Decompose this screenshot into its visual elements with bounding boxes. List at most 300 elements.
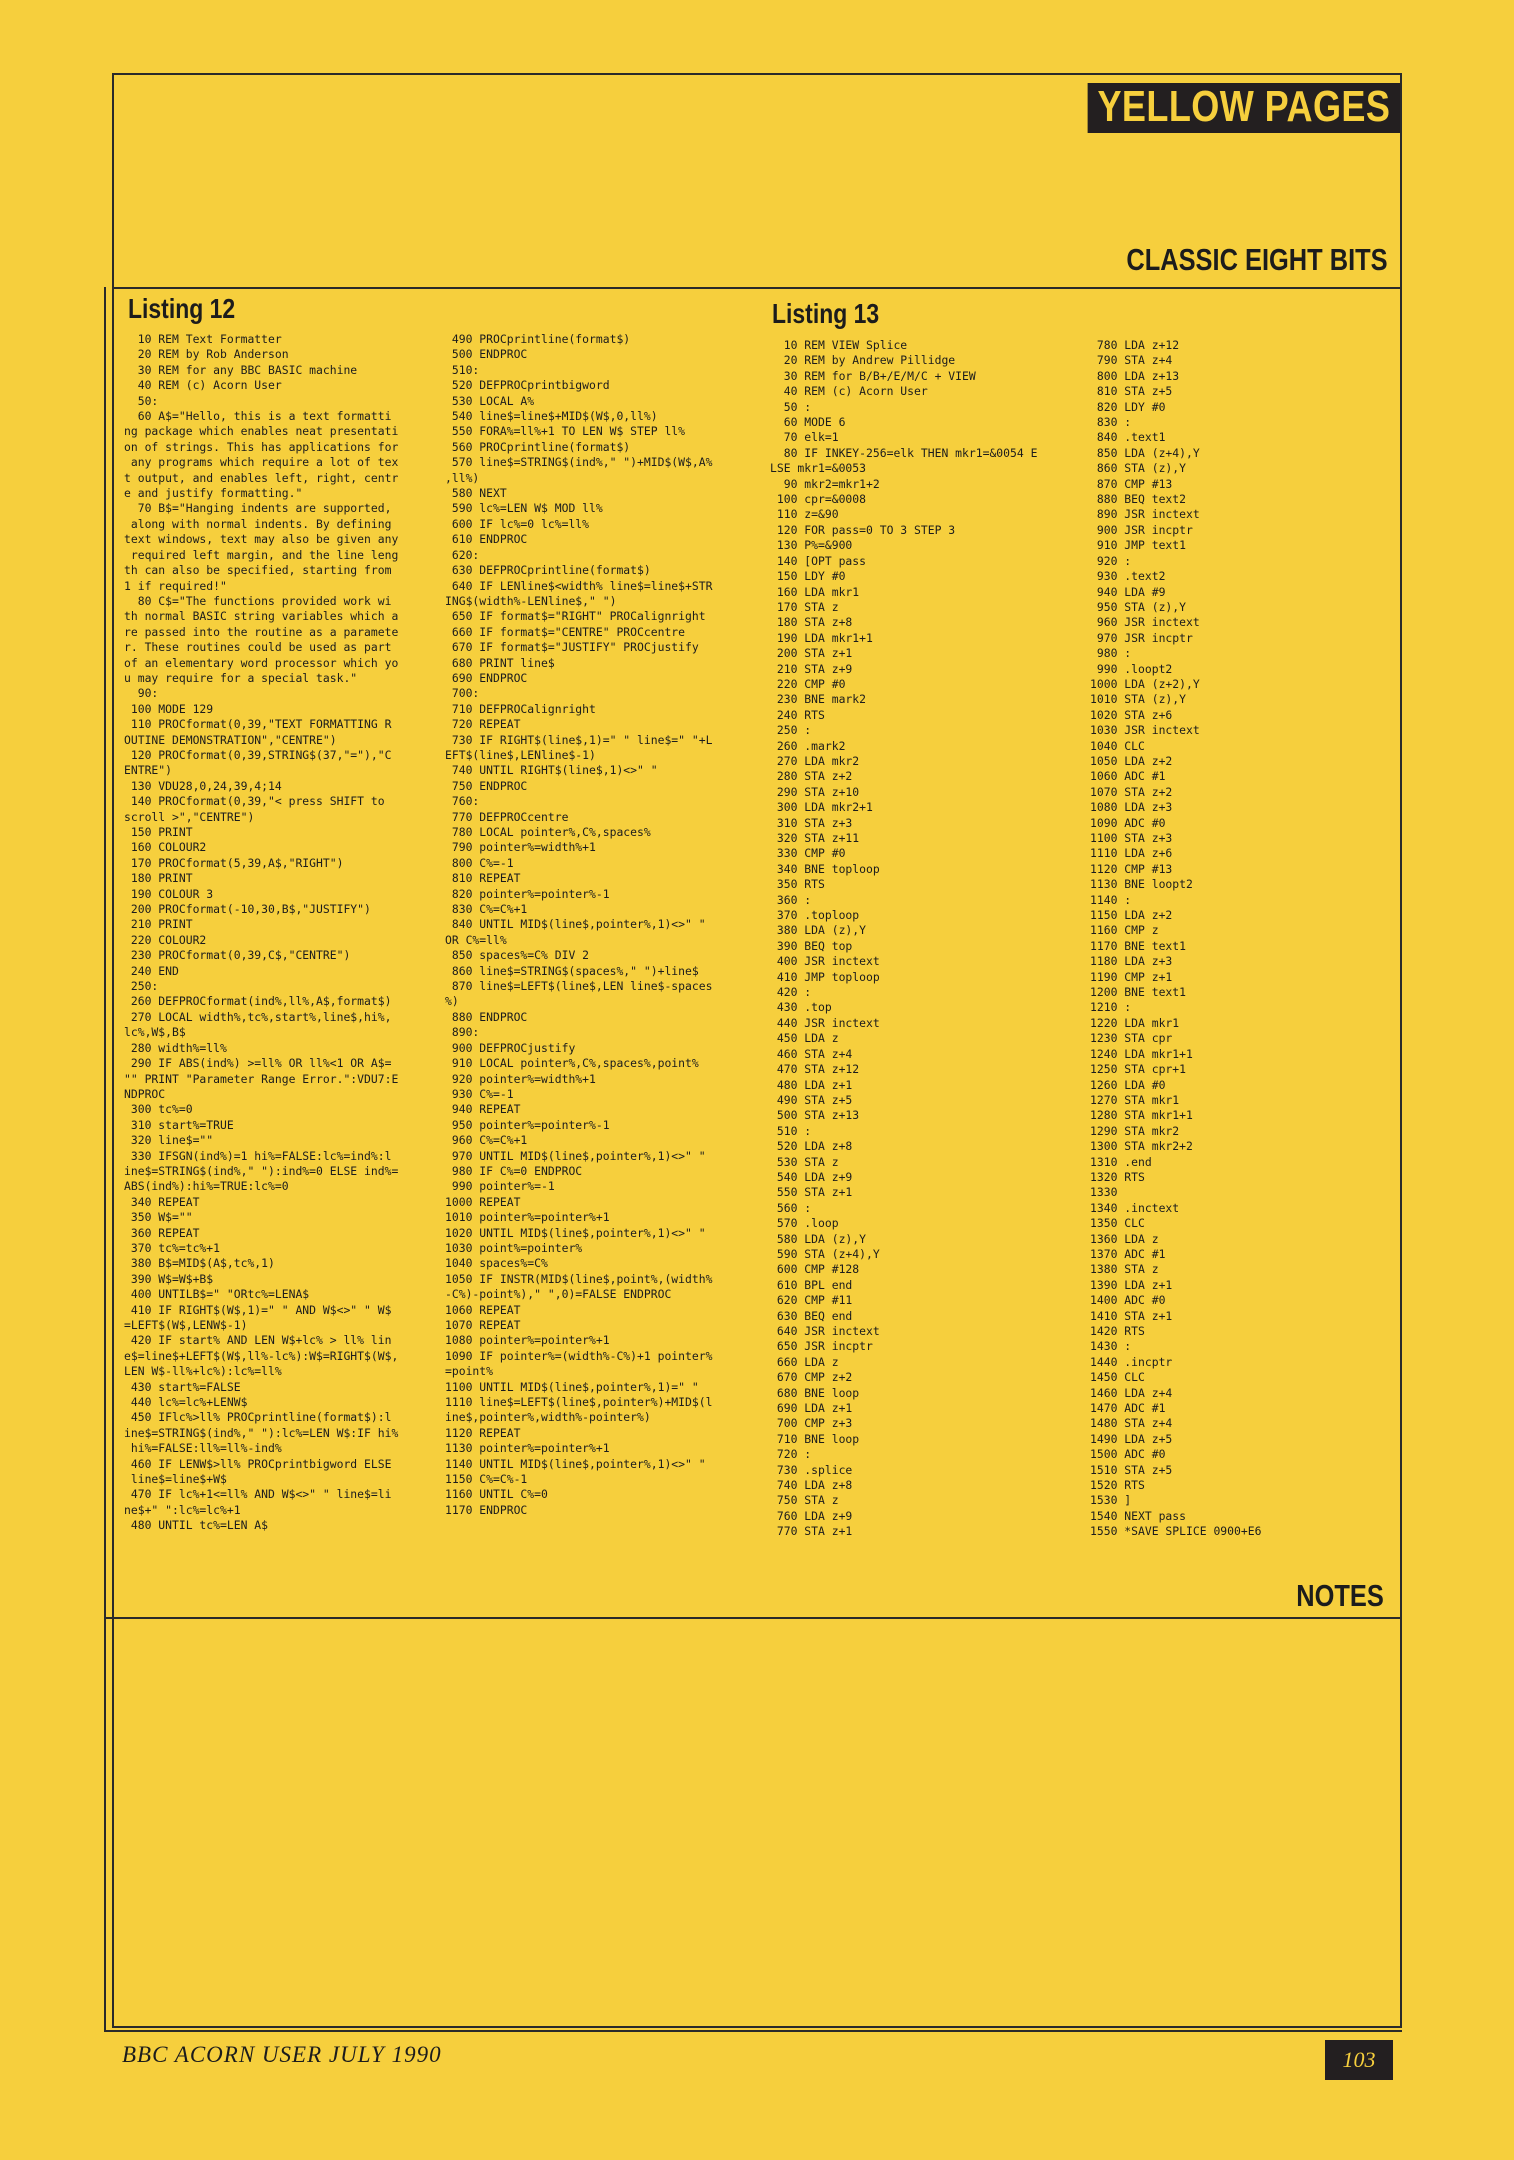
code-line: 500 STA z+13: [770, 1108, 860, 1123]
code-line: 230 PROCformat(0,39,C$,"CENTRE"): [124, 948, 351, 963]
code-line: 240 END: [124, 963, 179, 978]
code-line: 1270 STA mkr1: [1090, 1092, 1180, 1107]
code-line: 1030 point%=pointer%: [445, 1240, 583, 1255]
code-line: 1140 UNTIL MID$(line$,pointer%,1)<>" ": [445, 1456, 706, 1471]
code-line: 690 LDA z+1: [770, 1401, 853, 1416]
code-line: %): [445, 994, 459, 1009]
code-line: 880 BEQ text2: [1090, 492, 1187, 507]
code-line: 890:: [445, 1025, 480, 1040]
publication-footer: BBC ACORN USER JULY 1990: [122, 2042, 442, 2067]
code-line: 160 COLOUR2: [124, 840, 207, 855]
code-line: 870 line$=LEFT$(line$,LEN line$-spaces: [445, 979, 713, 994]
code-line: 650 JSR incptr: [770, 1339, 873, 1354]
code-line: 670 IF format$="JUSTIFY" PROCjustify: [445, 640, 699, 655]
code-line: 220 CMP #0: [770, 676, 846, 691]
code-line: 1260 LDA #0: [1090, 1077, 1166, 1092]
code-line: 1340 .inctext: [1090, 1200, 1180, 1215]
notes-rule: [104, 1617, 1402, 1619]
code-line: ,ll%): [445, 470, 480, 485]
code-line: 740 UNTIL RIGHT$(line$,1)<>" ": [445, 763, 658, 778]
code-line: 850 spaces%=C% DIV 2: [445, 948, 590, 963]
code-line: 110 PROCformat(0,39,"TEXT FORMATTING R: [124, 717, 392, 732]
code-line: 280 STA z+2: [770, 769, 853, 784]
code-line: 410 JMP toploop: [770, 969, 880, 984]
code-line: 1030 JSR inctext: [1090, 723, 1200, 738]
code-line: ng package which enables neat presentati: [124, 424, 399, 439]
code-line: 1250 STA cpr+1: [1090, 1062, 1187, 1077]
code-line: 880 ENDPROC: [445, 1009, 528, 1024]
code-line: 490 PROCprintline(format$): [445, 332, 631, 346]
code-line: 1220 LDA mkr1: [1090, 1015, 1180, 1030]
code-line: 700:: [445, 686, 480, 701]
code-line: 10 REM Text Formatter: [124, 332, 282, 346]
code-line: 760 LDA z+9: [770, 1508, 853, 1523]
code-line: 210 PRINT: [124, 917, 193, 932]
code-line: 930 C%=-1: [445, 1086, 514, 1101]
code-line: 180 PRINT: [124, 871, 193, 886]
code-line: 480 UNTIL tc%=LEN A$: [124, 1518, 269, 1533]
code-line: 1010 pointer%=pointer%+1: [445, 1210, 610, 1225]
code-line: 650 IF format$="RIGHT" PROCalignright: [445, 609, 706, 624]
code-line: 710 BNE loop: [770, 1431, 860, 1446]
code-line: 630 DEFPROCprintline(format$): [445, 563, 651, 578]
code-line: 910 JMP text1: [1090, 538, 1187, 553]
code-line: 300 tc%=0: [124, 1102, 193, 1117]
code-line: 1040 spaces%=C%: [445, 1256, 548, 1271]
code-line: 1350 CLC: [1090, 1216, 1145, 1231]
code-line: 1310 .end: [1090, 1154, 1152, 1169]
code-line: 430 .top: [770, 1000, 832, 1015]
code-line: 460 IF LENW$>ll% PROCprintbigword ELSE: [124, 1456, 392, 1471]
code-line: 110 z=&90: [770, 507, 839, 522]
code-line: re passed into the routine as a paramete: [124, 624, 399, 639]
code-line: 290 STA z+10: [770, 784, 860, 799]
code-line: 1380 STA z: [1090, 1262, 1159, 1277]
code-line: 180 STA z+8: [770, 615, 853, 630]
code-line: 830 C%=C%+1: [445, 902, 528, 917]
code-line: 220 COLOUR2: [124, 932, 207, 947]
code-line: 1080 pointer%=pointer%+1: [445, 1333, 610, 1348]
code-line: 40 REM (c) Acorn User: [124, 378, 282, 393]
code-line: 640 JSR inctext: [770, 1324, 880, 1338]
code-line: 1 if required!": [124, 578, 227, 593]
code-line: 1290 STA mkr2: [1090, 1123, 1180, 1138]
code-line: 1480 STA z+4: [1090, 1416, 1173, 1431]
code-line: 450 IFlc%>ll% PROCprintline(format$):l: [124, 1410, 392, 1425]
code-line: 260 DEFPROCformat(ind%,ll%,A$,format$): [124, 994, 392, 1009]
code-line: 830 :: [1090, 415, 1132, 430]
code-line: 120 PROCformat(0,39,STRING$(37,"="),"C: [124, 747, 392, 762]
code-line: 310 start%=TRUE: [124, 1117, 234, 1132]
code-line: LEN W$-ll%+lc%):lc%=ll%: [124, 1364, 282, 1379]
code-line: 600 CMP #128: [770, 1262, 860, 1277]
code-line: 680 PRINT line$: [445, 655, 555, 670]
code-line: 290 IF ABS(ind%) >=ll% OR ll%<1 OR A$=: [124, 1056, 392, 1071]
code-line: 540 LDA z+9: [770, 1169, 853, 1184]
code-line: "" PRINT "Parameter Range Error.":VDU7:E: [124, 1071, 399, 1086]
code-line: 1400 ADC #0: [1090, 1293, 1166, 1308]
code-line: 760:: [445, 794, 480, 809]
code-line: 1160 UNTIL C%=0: [445, 1487, 548, 1502]
code-line: 150 PRINT: [124, 825, 193, 839]
code-line: 350 RTS: [770, 877, 825, 892]
code-line: 420 :: [770, 985, 812, 1000]
code-line: 920 pointer%=width%+1: [445, 1071, 596, 1086]
code-line: of an elementary word processor which yo: [124, 655, 399, 670]
code-line: 660 IF format$="CENTRE" PROCcentre: [445, 624, 686, 639]
code-line: 960 JSR inctext: [1090, 615, 1200, 630]
code-line: 540 line$=line$+MID$(W$,0,ll%): [445, 409, 658, 424]
code-line: 500 ENDPROC: [445, 347, 528, 362]
code-line: 730 .splice: [770, 1462, 853, 1477]
code-line: 610 ENDPROC: [445, 532, 528, 547]
section-banner: YELLOW PAGES: [1087, 83, 1400, 133]
code-line: 360 :: [770, 892, 812, 907]
code-line: 780 LDA z+12: [1090, 338, 1180, 352]
code-line: 980 :: [1090, 646, 1132, 661]
code-line: 950 STA (z),Y: [1090, 599, 1187, 614]
code-line: 410 IF RIGHT$(W$,1)=" " AND W$<>" " W$: [124, 1302, 392, 1317]
code-line: 1050 LDA z+2: [1090, 753, 1173, 768]
code-line: 1100 UNTIL MID$(line$,pointer%,1)=" ": [445, 1379, 699, 1394]
code-line: 210 STA z+9: [770, 661, 853, 676]
code-line: ine$=STRING$(ind%," "):lc%=LEN W$:IF hi%: [124, 1425, 399, 1440]
code-line: 400 JSR inctext: [770, 954, 880, 969]
code-line: 250 :: [770, 723, 812, 738]
code-line: 940 LDA #9: [1090, 584, 1166, 599]
code-line: 1320 RTS: [1090, 1169, 1145, 1184]
code-line: 690 ENDPROC: [445, 670, 528, 685]
code-line: 550 FORA%=ll%+1 TO LEN W$ STEP ll%: [445, 424, 686, 439]
listing-12-title: Listing 12: [128, 293, 236, 324]
code-line: 840 .text1: [1090, 430, 1166, 445]
code-line: 710 DEFPROCalignright: [445, 701, 596, 716]
code-line: 270 LOCAL width%,tc%,start%,line$,hi%,: [124, 1009, 392, 1024]
code-line: 1060 ADC #1: [1090, 769, 1166, 784]
code-line: 1060 REPEAT: [445, 1302, 521, 1317]
code-line: 120 FOR pass=0 TO 3 STEP 3: [770, 522, 956, 537]
code-line: 1170 ENDPROC: [445, 1502, 528, 1517]
code-line: 240 RTS: [770, 707, 825, 722]
code-line: 900 JSR incptr: [1090, 522, 1193, 537]
code-line: 800 C%=-1: [445, 855, 514, 870]
code-line: along with normal indents. By defining: [124, 516, 392, 531]
code-line: 160 LDA mkr1: [770, 584, 860, 599]
code-line: 740 LDA z+8: [770, 1478, 853, 1493]
code-line: 80 C$="The functions provided work wi: [124, 593, 392, 608]
code-line: 20 REM by Rob Anderson: [124, 347, 289, 362]
code-line: text windows, text may also be given any: [124, 532, 399, 547]
code-line: 420 IF start% AND LEN W$+lc% > ll% lin: [124, 1333, 392, 1348]
code-line: 780 LOCAL pointer%,C%,spaces%: [445, 825, 651, 839]
code-line: 200 STA z+1: [770, 646, 853, 661]
code-line: 370 tc%=tc%+1: [124, 1240, 221, 1255]
code-line: 580 LDA (z),Y: [770, 1231, 867, 1246]
code-line: 950 pointer%=pointer%-1: [445, 1117, 610, 1132]
code-line: 1390 LDA z+1: [1090, 1277, 1173, 1292]
code-line: 60 A$="Hello, this is a text formatti: [124, 409, 392, 424]
code-line: 440 lc%=lc%+LENW$: [124, 1395, 248, 1410]
code-line: 1040 CLC: [1090, 738, 1145, 753]
header-rule: [112, 287, 1402, 289]
code-line: 680 BNE loop: [770, 1385, 860, 1400]
code-line: 140 PROCformat(0,39,"< press SHIFT to: [124, 794, 385, 809]
code-line: EFT$(line$,LENline$-1): [445, 747, 596, 762]
code-line: 530 STA z: [770, 1154, 839, 1169]
code-line: 1130 BNE loopt2: [1090, 877, 1193, 892]
code-line: 600 IF lc%=0 lc%=ll%: [445, 516, 590, 531]
code-line: 860 line$=STRING$(spaces%," ")+line$: [445, 963, 699, 978]
code-line: 580 NEXT: [445, 486, 507, 501]
code-line: 870 CMP #13: [1090, 476, 1173, 491]
code-line: 990 .loopt2: [1090, 661, 1173, 676]
code-line: 810 STA z+5: [1090, 384, 1173, 399]
listing-13-title: Listing 13: [772, 298, 880, 329]
code-line: 610 BPL end: [770, 1277, 853, 1292]
code-line: 1330: [1090, 1185, 1118, 1200]
code-line: ING$(width%-LENline$," "): [445, 593, 617, 608]
code-line: 130 P%=&900: [770, 538, 853, 553]
code-line: 930 .text2: [1090, 569, 1166, 584]
code-line: 1110 LDA z+6: [1090, 846, 1173, 861]
code-line: 440 JSR inctext: [770, 1015, 880, 1030]
code-line: 510 :: [770, 1123, 812, 1138]
code-line: 970 JSR incptr: [1090, 630, 1193, 645]
code-line: 1070 REPEAT: [445, 1318, 521, 1332]
code-line: 1230 STA cpr: [1090, 1031, 1173, 1046]
code-line: 70 B$="Hanging indents are supported,: [124, 501, 392, 516]
code-line: 470 STA z+12: [770, 1062, 860, 1077]
code-line: 730 IF RIGHT$(line$,1)=" " line$=" "+L: [445, 732, 713, 747]
code-line: 970 UNTIL MID$(line$,pointer%,1)<>" ": [445, 1148, 706, 1163]
code-line: 1440 .incptr: [1090, 1354, 1173, 1369]
code-line: scroll >","CENTRE"): [124, 809, 255, 824]
code-line: 900 DEFPROCjustify: [445, 1040, 576, 1055]
code-line: 90 mkr2=mkr1+2: [770, 476, 880, 491]
code-line: 190 LDA mkr1+1: [770, 630, 873, 645]
code-line: lc%,W$,B$: [124, 1025, 186, 1040]
code-line: 1450 CLC: [1090, 1370, 1145, 1385]
code-line: 170 PROCformat(5,39,A$,"RIGHT"): [124, 855, 344, 870]
code-line: 770 STA z+1: [770, 1524, 853, 1539]
code-line: 1160 CMP z: [1090, 923, 1159, 938]
code-line: 1510 STA z+5: [1090, 1462, 1173, 1477]
code-line: 1360 LDA z: [1090, 1231, 1159, 1246]
code-line: =LEFT$(W$,LENW$-1): [124, 1318, 248, 1332]
code-line: 1070 STA z+2: [1090, 784, 1173, 799]
code-line: 980 IF C%=0 ENDPROC: [445, 1163, 583, 1178]
code-line: 370 .toploop: [770, 908, 860, 923]
code-line: 280 width%=ll%: [124, 1040, 227, 1055]
code-line: 660 LDA z: [770, 1354, 839, 1369]
code-line: u may require for a special task.": [124, 670, 358, 685]
code-line: 100 MODE 129: [124, 701, 214, 716]
footer-rule: [104, 2030, 1402, 2032]
code-line: OUTINE DEMONSTRATION","CENTRE"): [124, 732, 337, 747]
code-line: 590 STA (z+4),Y: [770, 1246, 880, 1261]
code-line: 820 pointer%=pointer%-1: [445, 886, 610, 901]
code-line: required left margin, and the line leng: [124, 547, 399, 562]
code-line: 890 JSR inctext: [1090, 507, 1200, 522]
code-line: 790 STA z+4: [1090, 353, 1173, 368]
code-line: 1520 RTS: [1090, 1478, 1145, 1493]
code-line: 400 UNTILB$=" "ORtc%=LENA$: [124, 1287, 310, 1302]
code-line: 990 pointer%=-1: [445, 1179, 555, 1194]
code-line: 800 LDA z+13: [1090, 368, 1180, 383]
code-line: 130 VDU28,0,24,39,4;14: [124, 778, 282, 793]
page-number: 103: [1325, 2040, 1393, 2080]
code-line: 1430 :: [1090, 1339, 1132, 1354]
code-line: 1000 LDA (z+2),Y: [1090, 676, 1200, 691]
code-line: 700 CMP z+3: [770, 1416, 853, 1431]
code-line: ine$=STRING$(ind%," "):ind%=0 ELSE ind%=: [124, 1163, 399, 1178]
code-line: th normal BASIC string variables which a: [124, 609, 399, 624]
code-line: 190 COLOUR 3: [124, 886, 214, 901]
code-line: 570 .loop: [770, 1216, 839, 1231]
code-line: 1460 LDA z+4: [1090, 1385, 1173, 1400]
code-line: 200 PROCformat(-10,30,B$,"JUSTIFY"): [124, 902, 371, 917]
code-line: 250:: [124, 979, 159, 994]
code-line: 1540 NEXT pass: [1090, 1508, 1187, 1523]
code-line: 450 LDA z: [770, 1031, 839, 1046]
code-line: 330 IFSGN(ind%)=1 hi%=FALSE:lc%=ind%:l: [124, 1148, 392, 1163]
code-line: ENTRE"): [124, 763, 173, 778]
code-line: 1420 RTS: [1090, 1324, 1145, 1338]
code-line: 920 :: [1090, 553, 1132, 568]
code-line: e and justify formatting.": [124, 486, 303, 501]
code-line: 940 REPEAT: [445, 1102, 521, 1117]
code-line: 670 CMP z+2: [770, 1370, 853, 1385]
code-line: 360 REPEAT: [124, 1225, 200, 1240]
code-line: 520 LDA z+8: [770, 1139, 853, 1154]
code-line: 30 REM for B/B+/E/M/C + VIEW: [770, 368, 976, 383]
code-line: 770 DEFPROCcentre: [445, 809, 569, 824]
code-line: OR C%=ll%: [445, 932, 507, 947]
code-line: 1020 UNTIL MID$(line$,pointer%,1)<>" ": [445, 1225, 706, 1240]
code-line: 1150 C%=C%-1: [445, 1472, 528, 1487]
code-line: 230 BNE mark2: [770, 692, 867, 707]
code-line: 720 :: [770, 1447, 812, 1462]
code-line: 100 cpr=&0008: [770, 492, 867, 507]
code-line: 1200 BNE text1: [1090, 985, 1187, 1000]
listing-13-col-1: [770, 338, 1037, 1540]
code-line: 860 STA (z),Y: [1090, 461, 1187, 476]
code-line: 1120 CMP #13: [1090, 861, 1173, 876]
code-line: 560 :: [770, 1200, 812, 1215]
code-line: 550 STA z+1: [770, 1185, 853, 1200]
code-line: 20 REM by Andrew Pillidge: [770, 353, 956, 368]
section-subtitle: CLASSIC EIGHT BITS: [1126, 242, 1388, 277]
code-line: 1240 LDA mkr1+1: [1090, 1046, 1193, 1061]
listing-12-col-2: [445, 332, 712, 1518]
listing-12-col-1: [124, 332, 398, 1534]
code-line: 140 [OPT pass: [770, 553, 867, 568]
code-line: 910 LOCAL pointer%,C%,spaces%,point%: [445, 1056, 699, 1071]
code-line: 30 REM for any BBC BASIC machine: [124, 362, 358, 377]
left-rule: [104, 287, 106, 2032]
code-line: 1090 IF pointer%=(width%-C%)+1 pointer%: [445, 1348, 713, 1363]
code-line: 70 elk=1: [770, 430, 839, 445]
code-line: -C%)-point%)," ",0)=FALSE ENDPROC: [445, 1287, 672, 1302]
code-line: 10 REM VIEW Splice: [770, 338, 908, 352]
code-line: t output, and enables left, right, centr: [124, 470, 399, 485]
code-line: on of strings. This has applications for: [124, 439, 399, 454]
code-line: 1010 STA (z),Y: [1090, 692, 1187, 707]
code-line: 150 LDY #0: [770, 569, 846, 584]
code-line: 1110 line$=LEFT$(line$,pointer%)+MID$(l: [445, 1395, 713, 1410]
code-line: 620:: [445, 547, 480, 562]
code-line: 380 LDA (z),Y: [770, 923, 867, 938]
code-line: e$=line$+LEFT$(W$,ll%-lc%):W$=RIGHT$(W$,: [124, 1348, 399, 1363]
code-line: 1470 ADC #1: [1090, 1401, 1166, 1416]
code-line: 620 CMP #11: [770, 1293, 853, 1308]
code-line: 1530 ]: [1090, 1493, 1132, 1508]
code-line: 310 STA z+3: [770, 815, 853, 830]
code-line: 320 line$="": [124, 1133, 214, 1148]
code-line: 270 LDA mkr2: [770, 753, 860, 768]
code-line: 320 STA z+11: [770, 831, 860, 845]
code-line: 560 PROCprintline(format$): [445, 439, 631, 454]
code-line: 1190 CMP z+1: [1090, 969, 1173, 984]
code-line: 850 LDA (z+4),Y: [1090, 445, 1200, 460]
code-line: 960 C%=C%+1: [445, 1133, 528, 1148]
code-line: 90:: [124, 686, 159, 701]
code-line: 1020 STA z+6: [1090, 707, 1173, 722]
code-line: 1100 STA z+3: [1090, 831, 1173, 845]
code-line: 1410 STA z+1: [1090, 1308, 1173, 1323]
code-line: 1130 pointer%=pointer%+1: [445, 1441, 610, 1456]
code-line: 330 CMP #0: [770, 846, 846, 861]
code-line: 50 :: [770, 399, 812, 414]
code-line: 630 BEQ end: [770, 1308, 853, 1323]
code-line: 1490 LDA z+5: [1090, 1431, 1173, 1446]
code-line: 520 DEFPROCprintbigword: [445, 378, 610, 393]
code-line: ABS(ind%):hi%=TRUE:lc%=0: [124, 1179, 289, 1194]
code-line: 750 ENDPROC: [445, 778, 528, 793]
code-line: 810 REPEAT: [445, 871, 521, 886]
code-line: 1050 IF INSTR(MID$(line$,point%,(width%: [445, 1271, 713, 1286]
code-line: 490 STA z+5: [770, 1092, 853, 1107]
code-line: 170 STA z: [770, 599, 839, 614]
code-line: 1300 STA mkr2+2: [1090, 1139, 1193, 1154]
code-line: 750 STA z: [770, 1493, 839, 1508]
listing-13-col-2: [1090, 338, 1261, 1540]
code-line: any programs which require a lot of tex: [124, 455, 399, 470]
code-line: 530 LOCAL A%: [445, 393, 535, 408]
code-line: 590 lc%=LEN W$ MOD ll%: [445, 501, 603, 516]
code-line: 80 IF INKEY-256=elk THEN mkr1=&0054 E: [770, 445, 1038, 460]
code-line: NDPROC: [124, 1086, 166, 1101]
code-line: 480 LDA z+1: [770, 1077, 853, 1092]
code-line: 1180 LDA z+3: [1090, 954, 1173, 969]
code-line: hi%=FALSE:ll%=ll%-ind%: [124, 1441, 282, 1456]
code-line: 1000 REPEAT: [445, 1194, 521, 1209]
code-line: 60 MODE 6: [770, 415, 846, 430]
code-line: 340 BNE toploop: [770, 861, 880, 876]
code-line: 460 STA z+4: [770, 1046, 853, 1061]
code-line: 1090 ADC #0: [1090, 815, 1166, 830]
code-line: LSE mkr1=&0053: [770, 461, 867, 476]
code-line: 840 UNTIL MID$(line$,pointer%,1)<>" ": [445, 917, 706, 932]
code-line: 570 line$=STRING$(ind%," ")+MID$(W$,A%: [445, 455, 713, 470]
code-line: 1210 :: [1090, 1000, 1132, 1015]
code-line: 390 W$=W$+B$: [124, 1271, 214, 1286]
code-line: 1500 ADC #0: [1090, 1447, 1166, 1462]
code-line: 350 W$="": [124, 1210, 193, 1225]
code-line: 40 REM (c) Acorn User: [770, 384, 928, 399]
code-line: 380 B$=MID$(A$,tc%,1): [124, 1256, 275, 1271]
code-line: =point%: [445, 1364, 494, 1379]
